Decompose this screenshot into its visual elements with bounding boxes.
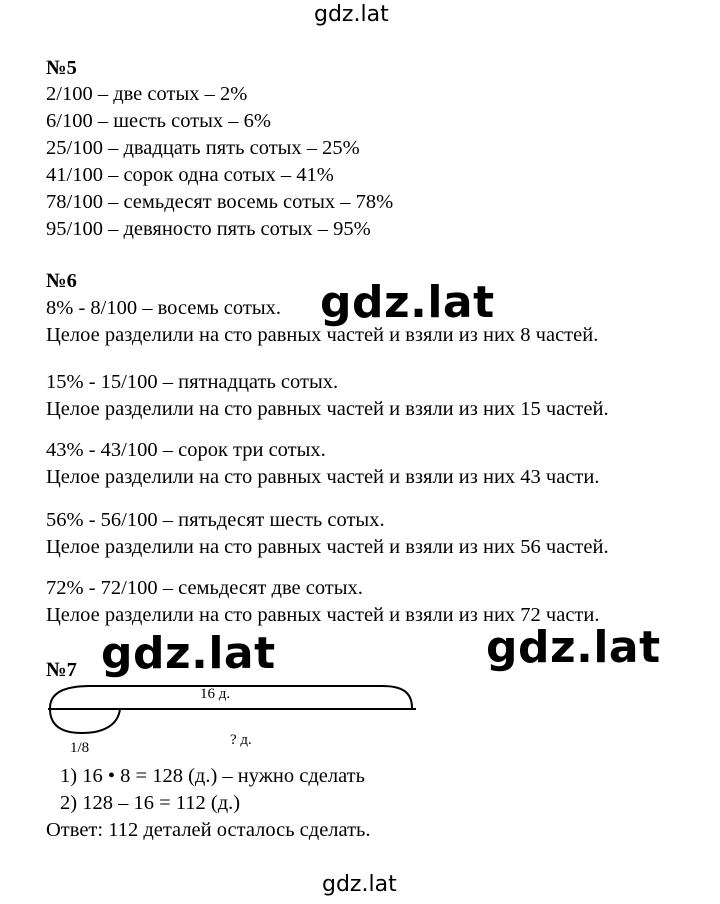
task6-item-line2: Целое разделили на сто равных частей и взяли из них 43 части. (46, 466, 600, 488)
segment-diagram (40, 678, 430, 758)
task6-item-line2: Целое разделили на сто равных частей и взяли из них 72 части. (46, 604, 600, 626)
task7-heading: №7 (46, 659, 77, 681)
task7-step: 1) 16 • 8 = 128 (д.) – нужно сделать (60, 765, 365, 787)
top-brace (50, 686, 412, 708)
task6-item-line1: 43% - 43/100 – сорок три сотых. (46, 439, 326, 461)
watermark-right: gdz.lat (486, 622, 661, 673)
top-label: 16 д. (200, 686, 231, 702)
task7-answer: Ответ: 112 деталей осталось сделать. (46, 819, 371, 841)
task6-item-line1: 15% - 15/100 – пятнадцать сотых. (46, 371, 339, 393)
task7-step: 2) 128 – 16 = 112 (д.) (60, 792, 241, 814)
bottom-label: ? д. (230, 732, 252, 748)
task5-line: 6/100 – шесть сотых – 6% (46, 110, 272, 132)
task6-item-line2: Целое разделили на сто равных частей и взяли из них 8 частей. (46, 324, 599, 346)
task6-item-line2: Целое разделили на сто равных частей и взяли из них 15 частей. (46, 398, 609, 420)
task5-line: 41/100 – сорок одна сотых – 41% (46, 164, 334, 186)
left-label: 1/8 (70, 740, 90, 756)
task5-line: 2/100 – две сотых – 2% (46, 83, 248, 105)
task5-line: 78/100 – семьдесят восемь сотых – 78% (46, 191, 394, 213)
task6-heading: №6 (46, 270, 77, 292)
task5-line: 95/100 – девяносто пять сотых – 95% (46, 218, 371, 240)
task5-line: 25/100 – двадцать пять сотых – 25% (46, 137, 360, 159)
watermark-inline: gdz.lat (320, 277, 495, 328)
part-brace (50, 709, 120, 733)
task6-item-line2: Целое разделили на сто равных частей и взяли из них 56 частей. (46, 536, 609, 558)
watermark-bottom: gdz.lat (322, 872, 397, 897)
watermark-left: gdz.lat (101, 628, 276, 679)
watermark-top: gdz.lat (314, 2, 389, 27)
task6-item-line1: 72% - 72/100 – семьдесят две сотых. (46, 577, 363, 599)
task5-heading: №5 (46, 57, 77, 79)
task6-item-line1: 56% - 56/100 – пятьдесят шесть сотых. (46, 509, 385, 531)
task6-item-line1: 8% - 8/100 – восемь сотых. (46, 297, 281, 319)
